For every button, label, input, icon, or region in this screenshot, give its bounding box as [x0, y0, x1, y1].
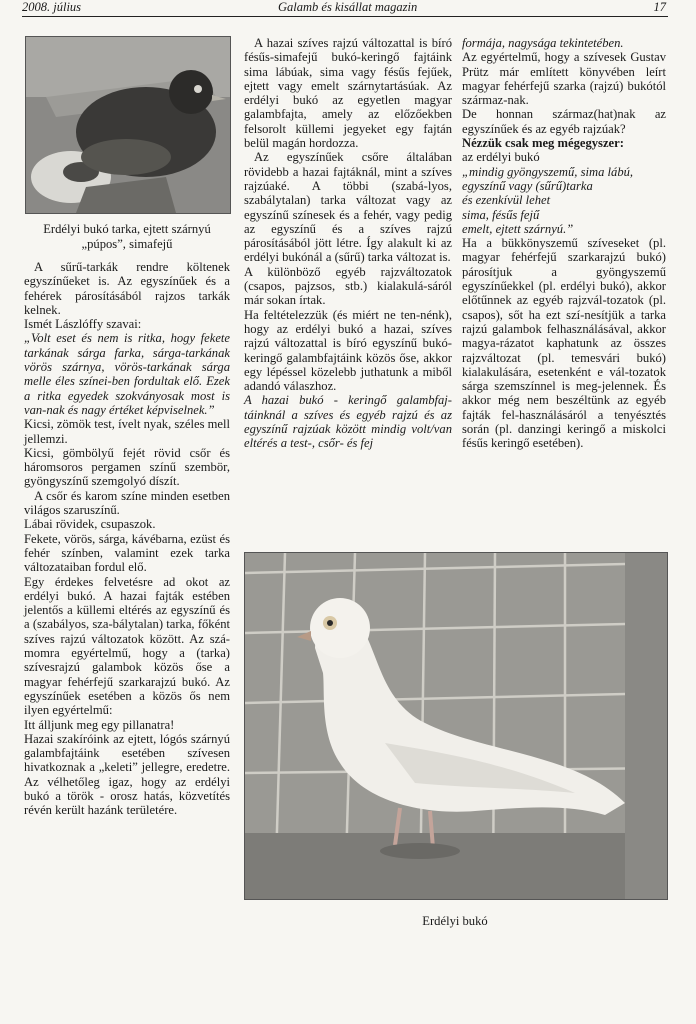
paragraph: Ismét Lászlóffy szavai:: [24, 317, 142, 332]
running-header: [22, 0, 668, 17]
paragraph-italic: A hazai bukó - keringő galambfaj-táinknál a szíves és egyéb rajzú és az egyszínű rajzúak között mindig volt/van eltérés a test-, csőr- és fej: [244, 393, 452, 451]
paragraph: Kicsi, zömök test, ívelt nyak, széles mell jellemzi.: [24, 417, 231, 446]
pigeon-photo-white: [244, 552, 668, 900]
paragraph: Az egyértelmű, hogy a szívesek Gustav Prütz már említett könyvében leírt magyar fehérfejű szarka (rajzú) bukótól származ-nak.: [462, 50, 666, 108]
paragraph: Az egyszínűek csőre általában rövidebb a hazai fajtáknál, mint a szíves rajzúaké. A többi (szabá-lyos, szabálytalan) tarka változat vagy az egyszínű színesek és a fehér, vagy pedig az egyszínű és a szíves rajzú párosításából jött létre. Így alakult ki az erdélyi bukónál a (sűrű) tarka változat is.: [244, 150, 452, 265]
paragraph-italic: formája, nagysága tekintetében.: [462, 36, 624, 50]
paragraph: A különböző egyéb rajzváltozatok (csapos, pajzsos, stb.) kialakulá-sáról már sokan írtak.: [244, 264, 452, 308]
issue-date: 2008. július: [22, 0, 82, 14]
column-3: [462, 36, 666, 451]
photo1-caption: Erdélyi bukó tarka, ejtett szárnyú „púpos”, simafejű: [43, 222, 211, 251]
paragraph: Ha a bükkönyszemű szíveseket (pl. magyar fehérfejű szarkarajzú bukó) párosítjuk a gyöngyszemű egyszínűekkel (pl. erdélyi bukó), akkor előtűnnek az egyéb rajzvál-tozatok (pl. csapos), sőt ha ezt szí-nesítjük a tarka rajzú galambok felhasználásával, akkor magya-rázatot kaphatunk az összes rajzváltozat (pl. temesvári bukó) kialakulására, esetenként e vál-tozatok sárga szemszínnel is meg-jelennek. És akkor még nem beszéltünk az egyéb fajták fel-használásáról a tenyésztés során (pl. danzingi keringő a miskolci fésűs keringő esetében).: [462, 236, 666, 451]
column-1: [24, 36, 230, 818]
quote-line: egyszínű vagy (sűrű)tarka: [462, 178, 593, 193]
quote-line: és ezenkívül lehet: [462, 193, 551, 208]
magazine-title: Galamb és kisállat magazin: [278, 0, 418, 14]
paragraph: A hazai szíves rajzú változattal is bíró fésűs-simafejű bukó-keringő fajtáink sima lábúak, sima vagy fésűs fejűek, ejtett vagy emelt szárnytartásúak. Az erdélyi bukó az egyetlen magyar galambfajta, amely az előzőekben felsorolt küllemi jegyeket egy fajtán belül magán hordozza.: [244, 36, 452, 151]
photo2-caption: Erdélyi bukó: [422, 914, 488, 928]
paragraph: Fekete, vörös, sárga, kávébarna, ezüst és fehér színben, valamint ezek tarka változataiban fordul elő.: [24, 531, 230, 575]
paragraph: Itt álljunk meg egy pillanatra!: [24, 717, 175, 732]
paragraph: Ha feltételezzük (és miért ne ten-nénk), hogy az erdélyi bukó a hazai, szíves rajzú változattal is bíró egyszínű bukó-keringő galambfajtáink közös őse, akkor egy lépéssel közelebb juthatunk a miből adandó válaszhoz.: [244, 307, 452, 394]
paragraph: Egy érdekes felvetésre ad okot az erdélyi bukó. A hazai fajták estében jelentős a küllemi eltérés az egyszínű és a (szabályos, sza-bálytalan) tarka, főként szíves rajzú változatok között. Az szá-momra egyértelmű, hogy a (tarka) szívesrajzú galambok közös őse a magyar fehérfejű szarkarajzú bukó. Az egyszínűek esetében a közös ős nem ilyen egyértelmű:: [24, 574, 230, 718]
quote-line: emelt, ejtett szárnyú.”: [462, 221, 574, 236]
page-number: 17: [653, 0, 666, 14]
paragraph: Hazai szakíróink az ejtett, lógós szárnyú galambfajtáink esetében szívesen hivatkoznak a „keleti” jellegre, eredetre. Az vélhetőleg igaz, hogy az erdélyi bukó a török - orosz hatás, közvetítés révén került hazánk területére.: [24, 731, 230, 818]
quote-line: sima, fésűs fejű: [462, 207, 540, 222]
paragraph: A sűrű-tarkák rendre költenek egyszínűeket is. Az egyszínűek és a fehérek párosításából rajzos tarkák kelnek.: [24, 260, 230, 317]
pigeon-photo-tarka: [25, 36, 231, 214]
paragraph: Lábai rövidek, csupaszok.: [24, 517, 156, 532]
paragraph: A csőr és karom színe minden esetben világos szaruszínű.: [24, 488, 230, 518]
quote: „Volt eset és nem is ritka, hogy fekete tarkának sárga farka, sárga-tarkának vörös szárnya, vörös-tarkának sárga melle éles színei-ben fordultak elő. Ezek a ritka egyedek szokványosak most is van-nak és nagy értéket képviselnek.”: [24, 331, 230, 417]
column-2: [244, 36, 452, 451]
paragraph: De honnan származ(hat)nak az egyszínűek és az egyéb rajzúak?: [462, 107, 666, 136]
quote-line: „mindig gyöngyszemű, sima lábú,: [462, 164, 634, 179]
paragraph-bold: Nézzük csak meg mégegyszer:: [462, 136, 624, 151]
paragraph: Kicsi, gömbölyű fejét rövid csőr és háromsoros pergamen színű szembör, gyöngyszínű szemgolyó díszít.: [24, 445, 230, 489]
paragraph: az erdélyi bukó: [462, 150, 540, 165]
